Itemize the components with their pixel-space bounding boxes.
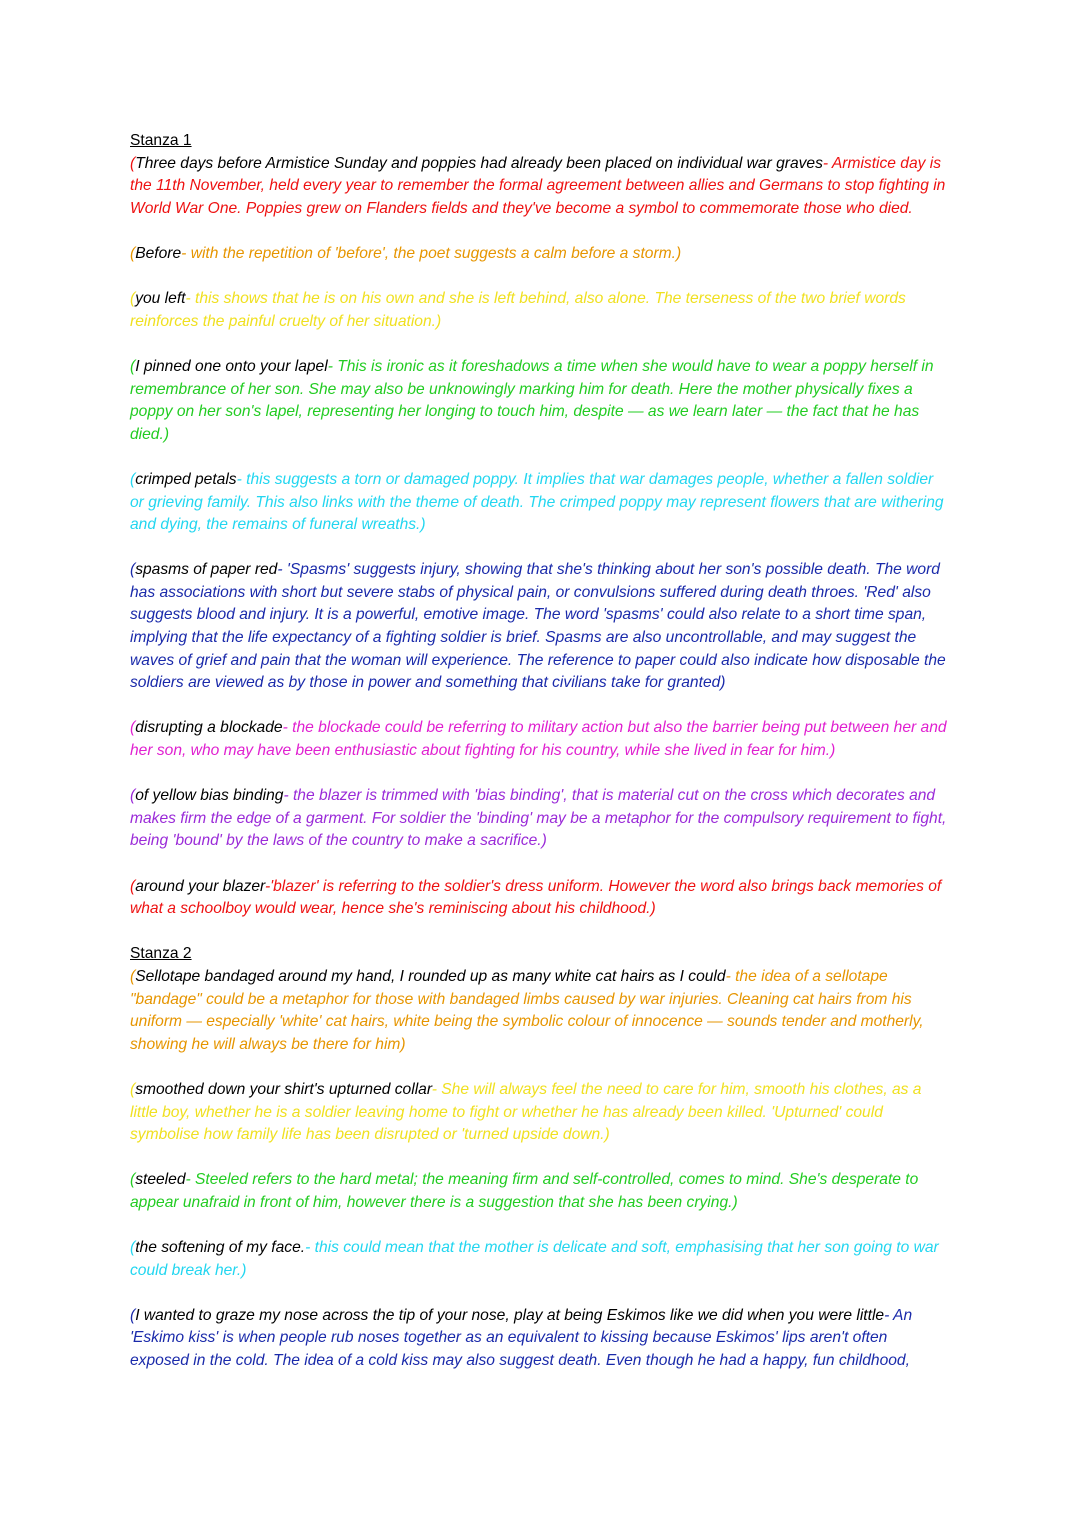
annotation-note [130, 469, 950, 537]
annotation-note [130, 1169, 950, 1214]
quoted-line: the softening of my face. [135, 1239, 306, 1257]
separator: - [822, 154, 832, 172]
quoted-line: smoothed down your shirt's upturned collar [135, 1080, 432, 1098]
stanza-1-section [130, 130, 950, 921]
quoted-line: you left [135, 290, 186, 308]
annotation-text: She will always feel the need to care for him, smooth his clothes, as a little boy, whether he is a soldier leaving home to fight or whether he has already been killed. 'Upturned' could symbolise how family life has been disrupted or 'turned upside down.) [130, 1080, 922, 1144]
quoted-line: Sellotape bandaged around my hand, I rounded up as many white cat hairs as I could [135, 967, 726, 985]
annotation-note [130, 876, 950, 921]
quoted-line: around your blazer [135, 877, 265, 895]
annotation-note [130, 243, 950, 266]
quoted-line: of yellow bias binding [135, 787, 284, 805]
quoted-line: I pinned one onto your lapel [135, 357, 328, 375]
annotation-note [130, 1305, 950, 1373]
open-bracket: ( [130, 1171, 136, 1189]
quoted-line: crimped petals [135, 470, 237, 488]
annotation-text: Steeled refers to the hard metal; the meaning firm and self-controlled, comes to mind. She's desperate to appear unafraid in front of him, however there is a suggestion that she has been crying.) [130, 1171, 919, 1211]
annotation-note [130, 1079, 950, 1147]
quoted-line: I wanted to graze my nose across the tip of your nose, play at being Eskimos like we did when you were little [135, 1306, 885, 1324]
annotation-note [130, 153, 950, 221]
open-bracket: ( [130, 561, 136, 579]
annotation-note [130, 717, 950, 762]
stanza-1-notes [130, 153, 950, 921]
annotation-text: this suggests a torn or damaged poppy. It implies that war damages people, whether a fallen soldier or grieving family. This also links with the theme of death. The crimped poppy may represent flowers that are withering and dying, the remains of funeral wreaths.) [130, 470, 944, 534]
separator: - [282, 719, 293, 737]
open-bracket: ( [130, 1306, 136, 1324]
annotation-text: this shows that he is on his own and she is left behind, also alone. The terseness of the two brief words reinforces the painful cruelty of her situation.) [130, 290, 906, 330]
separator: - [431, 1080, 442, 1098]
open-bracket: ( [130, 357, 136, 375]
quoted-line: Before [135, 244, 182, 262]
document-page [130, 130, 950, 1373]
separator: - [181, 244, 191, 262]
annotation-note [130, 559, 950, 695]
separator: - [185, 290, 196, 308]
separator: - [305, 1239, 315, 1257]
open-bracket: ( [130, 967, 136, 985]
separator: - [884, 1306, 894, 1324]
quoted-line: disrupting a blockade [135, 719, 283, 737]
open-bracket: ( [130, 244, 136, 262]
stanza-2-heading: Stanza 2 [130, 945, 192, 963]
separator: - [725, 967, 736, 985]
annotation-note [130, 288, 950, 333]
open-bracket: ( [130, 787, 136, 805]
open-bracket: ( [130, 470, 136, 488]
quoted-line: steeled [135, 1171, 186, 1189]
quoted-line: spasms of paper red [135, 561, 278, 579]
annotation-text: the blazer is trimmed with 'bias binding', that is material cut on the cross which decorates and makes firm the edge of a garment. For soldier the 'binding' may be a metaphor for the compulsory requirement to fight, being 'bound' by the laws of the country to make a sacrifice.) [130, 787, 947, 850]
annotation-text: 'blazer' is referring to the soldier's dress uniform. However the word also brings back memories of what a schoolboy would wear, hence she's reminiscing about his childhood.) [130, 877, 942, 918]
separator: - [327, 357, 338, 375]
quoted-line: Three days before Armistice Sunday and poppies had already been placed on individual war graves [135, 154, 823, 172]
annotation-note [130, 356, 950, 446]
annotation-text: the idea of a sellotape "bandage" could be a metaphor for those with bandaged limbs caused by war injuries. Cleaning cat hairs from his uniform — especially 'white' cat hairs, white being the symbolic colour of innocence — sounds tender and motherly, showing he will always be there for him) [130, 967, 924, 1053]
annotation-text: with the repetition of 'before', the poet suggests a calm before a storm.) [190, 244, 682, 262]
annotation-text: Armistice day is the 11th November, held every year to remember the formal agreement between allies and Germans to stop fighting in World War One. Poppies grew on Flanders fields and they've become a symbol to commemorate those who died. [130, 154, 946, 217]
annotation-note [130, 785, 950, 853]
separator: - [264, 877, 271, 895]
separator: - [236, 470, 247, 488]
open-bracket: ( [130, 154, 136, 172]
stanza-2-notes [130, 966, 950, 1373]
open-bracket: ( [130, 290, 136, 308]
open-bracket: ( [130, 877, 136, 895]
annotation-text: the blockade could be referring to military action but also the barrier being put between her and her son, who may have been enthusiastic about fighting for his country, while she lived in fear for him.) [130, 719, 947, 760]
open-bracket: ( [130, 719, 136, 737]
annotation-note [130, 1237, 950, 1282]
annotation-text: An 'Eskimo kiss' is when people rub noses together as an equivalent to kissing because Eskimos' lips aren't often exposed in the cold. The idea of a cold kiss may also suggest death. Even though he had a happy, fun childhood, [130, 1306, 913, 1370]
annotation-text: This is ironic as it foreshadows a time when she would have to wear a poppy herself in remembrance of her son. She may also be unknowingly marking him for death. Here the mother physically fixes a poppy on her son's lapel, representing her longing to touch him, despite — as we learn later — the fact that he has died.) [130, 357, 934, 443]
annotation-note [130, 966, 950, 1056]
annotation-text: 'Spasms' suggests injury, showing that she's thinking about her son's possible death. The word has associations with short but severe stabs of physical pain, or convulsions suffered during death throes. 'Red' also suggests blood and injury. It is a powerful, emotive image. The word 'spasms' could also relate to a short time span, implying that the life expectancy of a fighting soldier is brief. Spasms are also uncontrollable, and may suggest the waves of grief and pain that the woman will experience. The reference to paper could also indicate how disposable the soldiers are viewed as by those in power and something that civilians take for granted) [130, 561, 946, 692]
separator: - [283, 787, 293, 805]
open-bracket: ( [130, 1239, 136, 1257]
separator: - [185, 1171, 196, 1189]
open-bracket: ( [130, 1080, 136, 1098]
stanza-1-heading: Stanza 1 [130, 132, 192, 149]
annotation-text: this could mean that the mother is delicate and soft, emphasising that her son going to war could break her.) [130, 1239, 939, 1279]
stanza-2-section [130, 943, 950, 1372]
separator: - [277, 561, 287, 579]
